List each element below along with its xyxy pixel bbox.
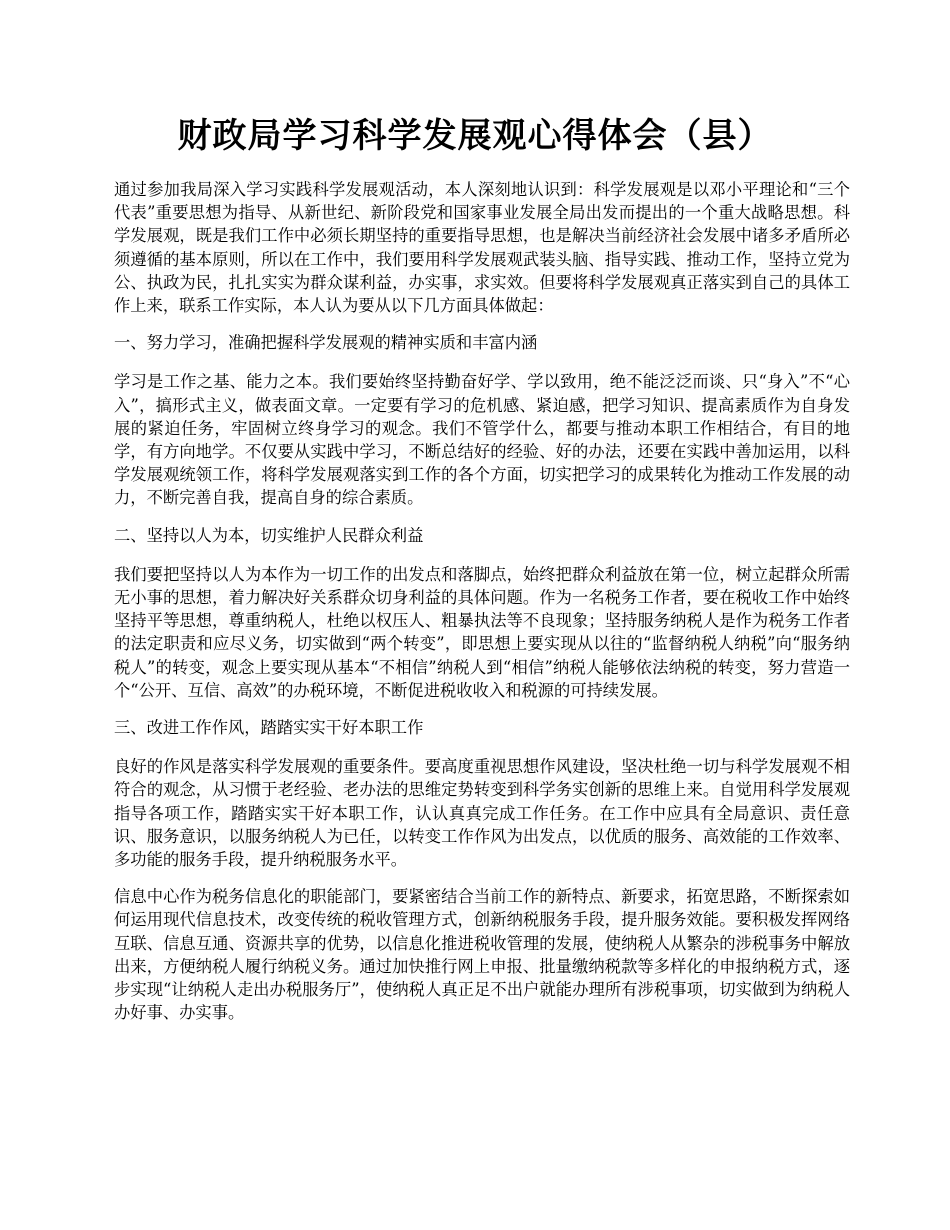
section-heading-1: 一、努力学习，准确把握科学发展观的精神实质和丰富内涵: [114, 333, 538, 353]
document-title: 财政局学习科学发展观心得体会（县）: [177, 116, 773, 156]
section-1-paragraph: 学习是工作之基、能力之本。我们要始终坚持勤奋好学、学以致用，绝不能泛泛而谈、只“身入”不“心入”，搞形式主义，做表面文章。一定要有学习的危机感、紧迫感，把学习知识、提高素质作为自身发展的紧迫任务，牢固树立终身学习的观念。我们不管学什么，都要与推动本职工作相结合，有目的地学，有方向地学。不仅要从实践中学习，不断总结好的经验、好的办法，还要在实践中善加运用，以科学发展观统领工作，将科学发展观落实到工作的各个方面，切实把学习的成果转化为推动工作发展的动力，不断完善自我，提高自身的综合素质。: [114, 372, 850, 508]
section-3-paragraph-2: 信息中心作为税务信息化的职能部门，要紧密结合当前工作的新特点、新要求，拓宽思路，不断探索如何运用现代信息技术，改变传统的税收管理方式，创新纳税服务手段，提升服务效能。要积极发挥网络互联、信息互通、资源共享的优势，以信息化推进税收管理的发展，使纳税人从繁杂的涉税事务中解放出来，方便纳税人履行纳税义务。通过加快推行网上申报、批量缴纳税款等多样化的申报纳税方式，逐步实现“让纳税人走出办税服务厅”，使纳税人真正足不出户就能办理所有涉税事项，切实做到为纳税人办好事、办实事。: [114, 887, 850, 1023]
intro-paragraph: 通过参加我局深入学习实践科学发展观活动，本人深刻地认识到：科学发展观是以邓小平理论和“三个代表”重要思想为指导、从新世纪、新阶段党和国家事业发展全局出发而提出的一个重大战略思想。科学发展观，既是我们工作中必须长期坚持的重要指导思想，也是解决当前经济社会发展中诸多矛盾所必须遵循的基本原则，所以在工作中，我们要用科学发展观武装头脑、指导实践、推动工作，坚持立党为公、执政为民，扎扎实实为群众谋利益，办实事，求实效。但要将科学发展观真正落实到自己的具体工作上来，联系工作实际，本人认为要从以下几方面具体做起：: [114, 180, 850, 316]
section-3-paragraph-1: 良好的作风是落实科学发展观的重要条件。要高度重视思想作风建设，坚决杜绝一切与科学发展观不相符合的观念，从习惯于老经验、老办法的思维定势转变到科学务实创新的思维上来。自觉用科学发展观指导各项工作，踏踏实实干好本职工作，认认真真完成工作任务。在工作中应具有全局意识、责任意识、服务意识，以服务纳税人为已任，以转变工作作风为出发点，以优质的服务、高效能的工作效率、多功能的服务手段，提升纳税服务水平。: [114, 757, 850, 870]
document-body: [114, 178, 850, 1039]
section-2-paragraph: 我们要把坚持以人为本作为一切工作的出发点和落脚点，始终把群众利益放在第一位，树立起群众所需无小事的思想，着力解决好关系群众切身利益的具体问题。作为一名税务工作者，要在税收工作中始终坚持平等思想，尊重纳税人，杜绝以权压人、粗暴执法等不良现象；坚持服务纳税人是作为税务工作者的法定职责和应尽义务，切实做到“两个转变”，即思想上要实现从以往的“监督纳税人纳税”向“服务纳税人”的转变，观念上要实现从基本“不相信”纳税人到“相信”纳税人能够依法纳税的转变，努力营造一个“公开、互信、高效”的办税环境，不断促进税收收入和税源的可持续发展。: [114, 564, 850, 700]
section-heading-2: 二、坚持以人为本，切实维护人民群众利益: [114, 525, 424, 545]
section-heading-3: 三、改进工作作风，踏踏实实干好本职工作: [114, 718, 424, 738]
